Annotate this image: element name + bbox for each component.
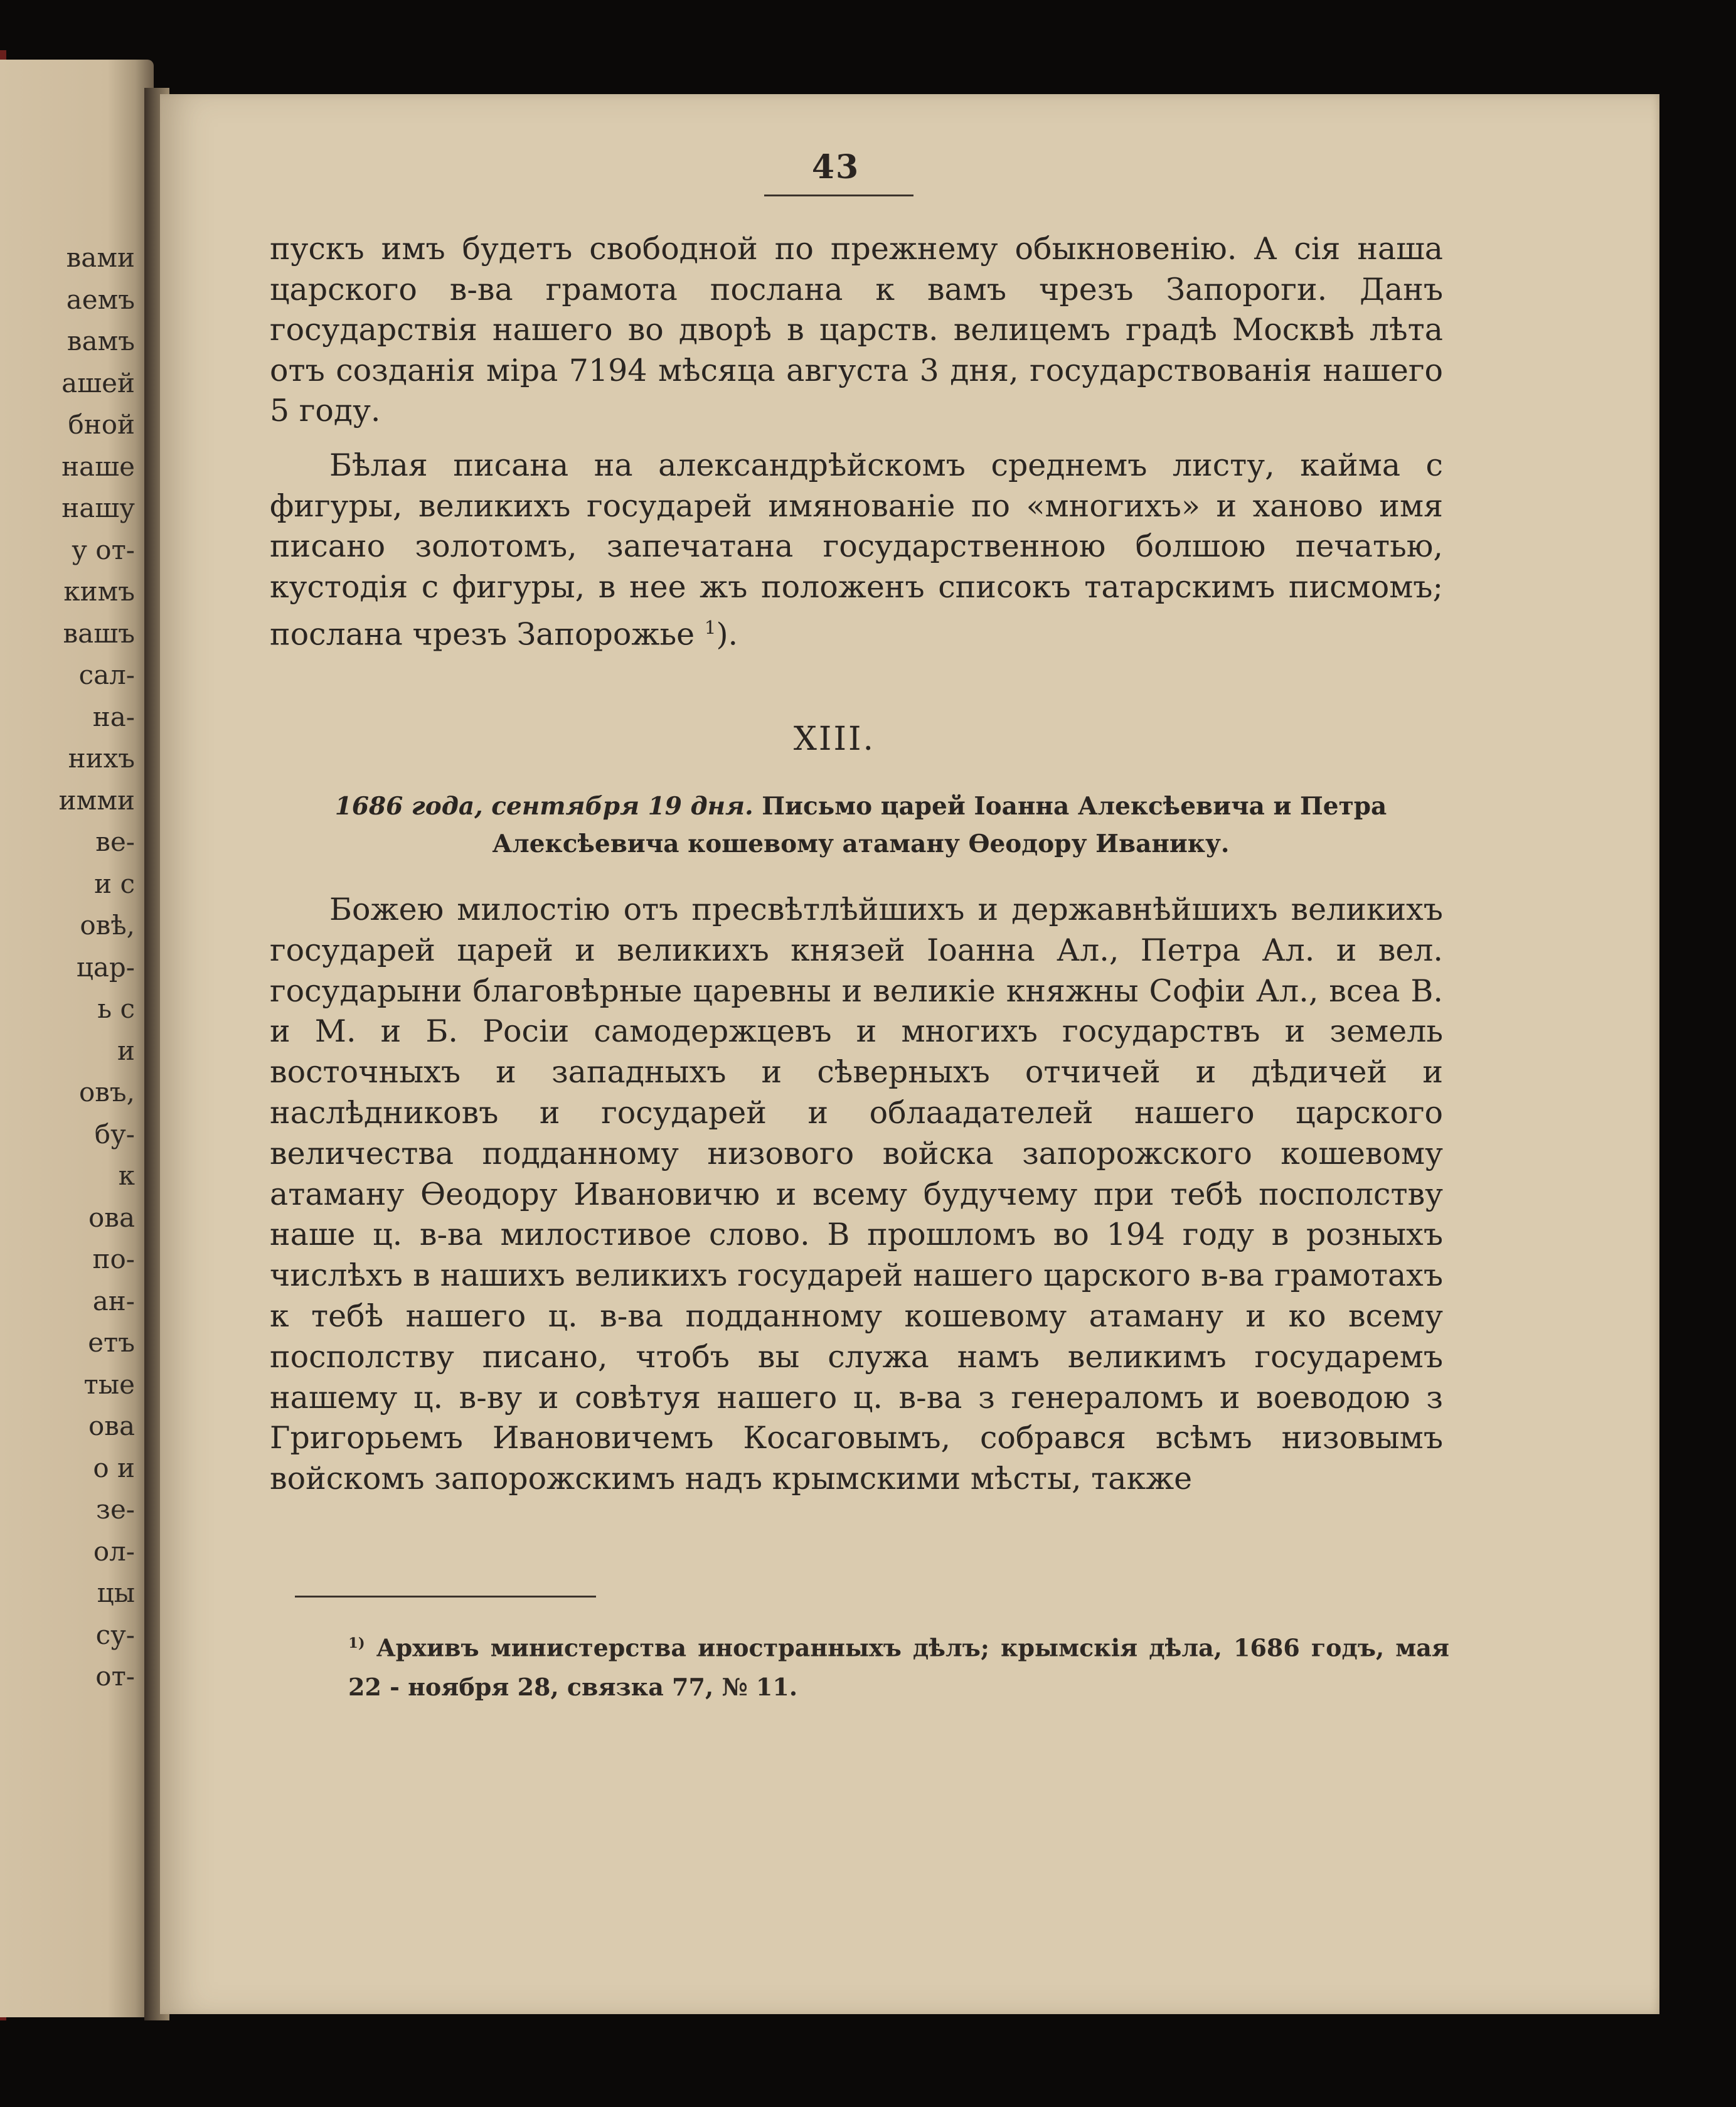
facing-page-line: и — [117, 1035, 135, 1066]
facing-page-line: о и — [93, 1452, 135, 1483]
facing-page-line: ашей — [61, 367, 135, 398]
facing-page-line: нихъ — [68, 743, 135, 774]
paragraph-text: пускъ имъ будетъ свободной по прежнему обыкновенію. А сія наша царского в-ва грамота послана к вамъ чрезъ Запороги. Данъ государствія нашего во дворѣ в царств. велицемъ градѣ Москвѣ лѣта отъ созданія міра 7194 мѣсяца августа 3 дня, государствованія нашего 5 году. — [270, 231, 1443, 429]
facing-page-line: овъ, — [78, 1077, 135, 1107]
facing-page-line: бной — [68, 409, 135, 440]
paragraph-continuation — [270, 229, 1443, 432]
footnote-text: Архивъ министерства иностранныхъ дѣлъ; крымскія дѣла, 1686 годъ, мая 22 - ноября 28, связка 77, № 11. — [348, 1633, 1449, 1701]
facing-page-line: зе- — [96, 1494, 135, 1525]
facing-page-line: имми — [58, 784, 135, 816]
document-date: 1686 года, сентября 19 дня. — [334, 792, 754, 821]
facing-page-line: ол- — [93, 1535, 135, 1567]
facing-page-line: кимъ — [63, 576, 135, 607]
facing-page-line: ан- — [92, 1285, 135, 1316]
facing-page-line: бу- — [94, 1118, 135, 1150]
paragraph-text: Божею милостію отъ пресвѣтлѣйшихъ и державнѣйшихъ великихъ государей царей и великихъ князей Іоанна Ал., Петра Ал. и вел. государыни благовѣрные царевны и великіе княжны Софіи Ал., всеа В. и М. и Б. Росіи самодержцевъ и многихъ государствъ и земель восточныхъ и западныхъ и сѣверныхъ отчичей и дѣдичей и наслѣдниковъ и государей и облаадателей нашего царского величества подданному низового войска запорожского кошевому атаману Ѳеодору Ивановичю и всему будучему при тебѣ посполству наше ц. в-ва милостивое слово. В прошломъ во 194 году в розныхъ числѣхъ в нашихъ великихъ государей нашего царского в-ва грамотахъ к тебѣ нашего ц. в-ва подданному кошевому атаману и ко всему посполству писано, чтобъ вы служа намъ великимъ государемъ нашему ц. в-ву и совѣтуя нашего ц. в-ва з генераломъ и воеводою з Григорьемъ Ивановичемъ Косаговымъ, собрався всѣмъ низовымъ войскомъ запорожскимъ надъ крымскими мѣсты, также — [270, 892, 1443, 1497]
footnote-mark: 1) — [348, 1635, 365, 1651]
facing-page-line: етъ — [88, 1327, 135, 1358]
facing-page-line: вами — [66, 242, 135, 273]
facing-page-line: цар- — [76, 951, 135, 983]
facing-page-line: у от- — [72, 534, 135, 565]
document-title: Письмо царей Іоанна Алексѣевича и Петра Алексѣевича кошевому атаману Ѳеодору Иванику. — [492, 792, 1387, 858]
facing-page-line: сал- — [78, 659, 135, 690]
section-heading: XIII. — [793, 720, 876, 758]
facing-page-line: ве- — [95, 826, 135, 857]
paragraph-description — [270, 445, 1443, 655]
facing-page-line: вашъ — [63, 617, 135, 649]
facing-page-line: к — [118, 1160, 135, 1191]
facing-page-line: ова — [88, 1411, 135, 1441]
facing-page-line: цы — [97, 1577, 135, 1608]
page-number: 43 — [811, 148, 860, 186]
footnote-reference: 1 — [704, 617, 716, 638]
facing-page — [0, 60, 154, 2017]
document-heading — [284, 787, 1438, 863]
facing-page-line: на- — [92, 701, 135, 732]
facing-page-line: ова — [88, 1202, 135, 1233]
facing-page-line: наше — [61, 451, 135, 482]
footnote-rule — [295, 1596, 596, 1598]
paragraph-text: Бѣлая писана на александрѣйскомъ среднемъ листу, кайма с фигуры, великихъ государей имянованіе по «многихъ» и ханово имя писано золотомъ, запечатана государственною болшою печатью, кустодія с фигуры, в нее жъ положенъ списокъ татарскимъ писмомъ; послана чрезъ Запорожье $^1$). — [270, 447, 1443, 653]
facing-page-line: овѣ, — [80, 910, 135, 941]
facing-page-line: и с — [94, 868, 135, 899]
letter-body — [270, 890, 1443, 1500]
facing-page-line: су- — [95, 1619, 135, 1650]
facing-page-line: аемъ — [66, 284, 135, 315]
facing-page-text — [0, 237, 135, 1698]
facing-page-line: тые — [83, 1368, 135, 1400]
page-number-rule — [764, 195, 913, 196]
facing-page-line: нашу — [61, 493, 135, 523]
facing-page-line: по- — [92, 1244, 135, 1274]
facing-page-line: от- — [95, 1661, 135, 1692]
footnote — [295, 1624, 1449, 1707]
facing-page-line: ь с — [97, 993, 135, 1024]
facing-page-line: вамъ — [67, 326, 135, 356]
